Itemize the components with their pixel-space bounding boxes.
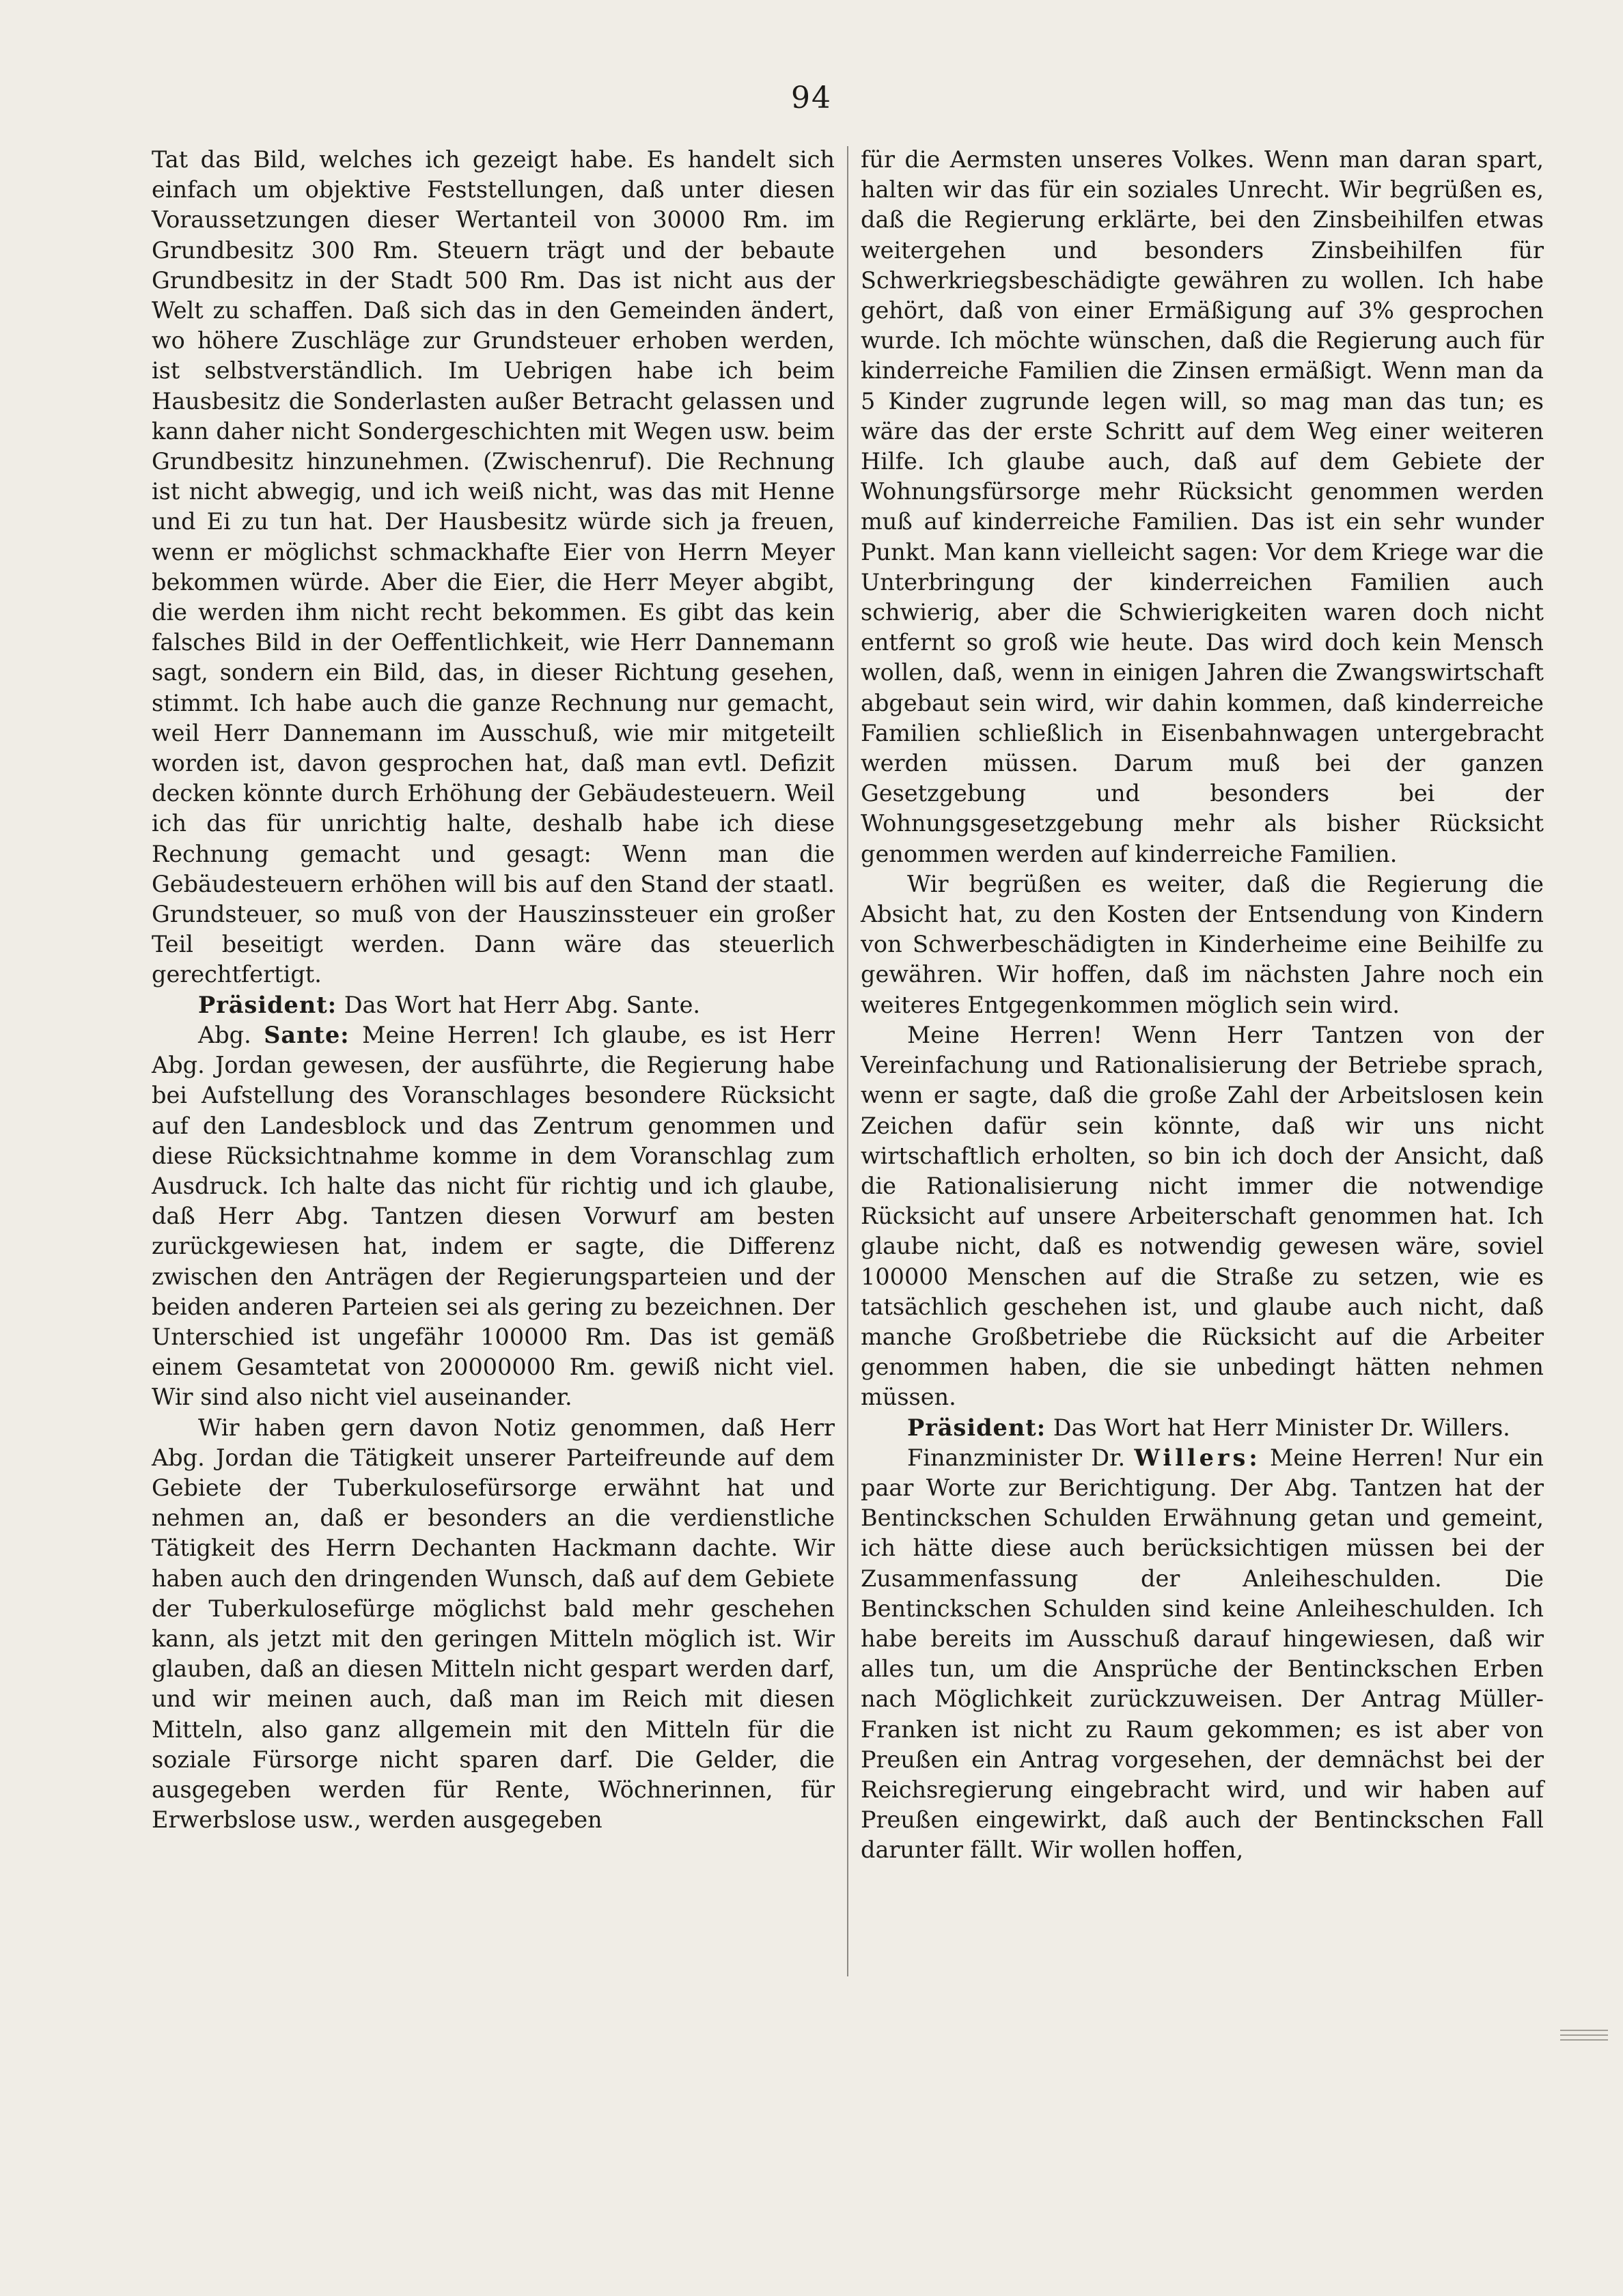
speaker-prefix-2: Finanzminister Dr. [907, 1444, 1135, 1471]
column-divider [847, 146, 848, 1976]
speaker-prefix: Abg. [198, 1021, 264, 1048]
scan-artifact [1560, 2030, 1608, 2045]
right-paragraph-1: für die Aermsten unseres Volkes. Wenn man daran spart, halten wir das für ein soziales Unrecht. Wir begrüßen es, daß die Regierung erklärte, bei den Zinsbeihilfen etwas weitergehen und besonders Zinsbeihilfen für Schwerkriegsbeschädigte gewähren zu wollen. Ich habe gehört, daß von einer Ermäßigung auf 3% gesprochen wurde. Ich möchte wünschen, daß die Regierung auch für kinderreiche Familien die Zinsen ermäßigt. Wenn man da 5 Kinder zugrunde legen will, so mag man das tun; es wäre das der erste Schritt auf dem Weg einer weiteren Hilfe. Ich glaube auch, daß auf dem Gebiete der Wohnungsfürsorge mehr Rücksicht genommen werden muß auf kinderreiche Familien. Das ist ein sehr wunder Punkt. Man kann vielleicht sagen: Vor dem Kriege war die Unterbringung der kinderreichen Familien auch schwierig, aber die Schwierigkeiten waren doch nicht entfernt so groß wie heute. Das wird doch kein Mensch wollen, daß, wenn in einigen Jahren die Zwangswirtschaft abgebaut sein wird, wir dahin kommen, daß kinderreiche Familien schließlich in Eisenbahnwagen untergebracht werden müssen. Darum muß bei der ganzen Gesetzgebung und besonders bei der Wohnungsgesetzgebung mehr als bisher Rücksicht genommen werden auf kinderreiche Familien. [861, 146, 1544, 867]
right-paragraph-president [861, 1413, 1544, 1443]
right-paragraph-3: Meine Herren! Wenn Herr Tantzen von der Vereinfachung und Rationalisierung der Betriebe sprach, wenn er sagte, daß die große Zahl der Arbeitslosen kein Zeichen dafür sein könnte, daß wir uns nicht wirtschaftlich erholten, so bin ich doch der Ansicht, daß die Rationalisierung nicht immer die notwendige Rücksicht auf unsere Arbeiterschaft genommen hat. Ich glaube nicht, daß es notwendig gewesen wäre, soviel 100000 Menschen auf die Straße zu setzen, wie es tatsächlich geschehen ist, und glaube auch nicht, daß manche Großbetriebe die Rücksicht auf die Arbeiter genommen haben, die sie unbedingt hätten nehmen müssen. [861, 1021, 1544, 1411]
right-column [861, 145, 1544, 1866]
willers-statement: Meine Herren! Nur ein paar Worte zur Berichtigung. Der Abg. Tantzen hat der Bentinckschen Schulden Erwähnung getan und gemeint, ich hätte diese auch berücksichtigen müssen bei der Zusammenfassung der Anleiheschulden. Die Bentinckschen Schulden sind keine Anleiheschulden. Ich habe bereits im Ausschuß darauf hingewiesen, daß wir alles tun, um die Ansprüche der Bentinckschen Erben nach Möglichkeit zurückzuweisen. Der Antrag Müller-Franken ist nicht zu Raum gekommen; es ist aber von Preußen ein Antrag vorgesehen, der demnächst bei der Reichsregierung eingebracht wird, und wir haben auf Preußen eingewirkt, daß auch der Bentinckschen Fall darunter fällt. Wir wollen hoffen, [861, 1444, 1544, 1864]
right-paragraph-willers [861, 1443, 1544, 1866]
speaker-willers: Willers: [1134, 1444, 1261, 1471]
left-paragraph-4: Wir haben gern davon Notiz genommen, daß Herr Abg. Jordan die Tätigkeit unserer Parteifreunde auf dem Gebiete der Tuberkulosefürsorge erwähnt hat und nehmen an, daß er besonders an die verdienstliche Tätigkeit des Herrn Dechanten Hackmann dachte. Wir haben auch den dringenden Wunsch, daß auf dem Gebiete der Tuberkulosefürge möglichst bald mehr geschehen kann, als jetzt mit den geringen Mitteln möglich ist. Wir glauben, daß an diesen Mitteln nicht gespart werden darf, und wir meinen auch, daß man im Reich mit diesen Mitteln, also ganz allgemein mit den Mitteln für die soziale Fürsorge nicht sparen darf. Die Gelder, die ausgegeben werden für Rente, Wöchnerinnen, für Erwerbslose usw., werden ausgegeben [152, 1414, 835, 1834]
left-paragraph-1: Tat das Bild, welches ich gezeigt habe. Es handelt sich einfach um objektive Feststellungen, daß unter diesen Voraussetzungen dieser Wertanteil von 30000 Rm. im Grundbesitz 300 Rm. Steuern trägt und der bebaute Grundbesitz in der Stadt 500 Rm. Das ist nicht aus der Welt zu schaffen. Daß sich das in den Gemeinden ändert, wo höhere Zuschläge zur Grundsteuer erhoben werden, ist selbstverständlich. Im Uebrigen habe ich beim Hausbesitz die Sonderlasten außer Betracht gelassen und kann daher nicht Sondergeschichten mit Wegen usw. beim Grundbesitz hinzunehmen. (Zwischenruf). Die Rechnung ist nicht abwegig, und ich weiß nicht, was das mit Henne und Ei zu tun hat. Der Hausbesitz würde sich ja freuen, wenn er möglichst schmackhafte Eier von Herrn Meyer bekommen würde. Aber die Eier, die Herr Meyer abgibt, die werden ihm nicht recht bekommen. Es gibt das kein falsches Bild in der Oeffentlichkeit, wie Herr Dannemann sagt, sondern ein Bild, das, in dieser Richtung gesehen, stimmt. Ich habe auch die ganze Rechnung nur gemacht, weil Herr Dannemann im Ausschuß, wie mir mitgeteilt worden ist, davon gesprochen hat, daß man evtl. Defizit decken könnte durch Erhöhung der Gebäudesteuern. Weil ich das für unrichtig halte, deshalb habe ich diese Rechnung gemacht und gesagt: Wenn man die Gebäudesteuern erhöhen will bis auf den Stand der staatl. Grundsteuer, so muß von der Hauszinssteuer ein großer Teil beseitigt werden. Dann wäre das steuerlich gerechtfertigt. [152, 146, 835, 988]
left-column [152, 145, 835, 1835]
speaker-president: Präsident: [198, 991, 337, 1018]
sante-statement: Meine Herren! Ich glaube, es ist Herr Abg. Jordan gewesen, der ausführte, die Regierung habe bei Aufstellung des Voranschlages besondere Rücksicht auf den Landesblock und das Zentrum genommen und diese Rücksichtnahme komme in dem Voranschlag zum Ausdruck. Ich halte das nicht für richtig und ich glaube, daß Herr Abg. Tantzen diesen Vorwurf am besten zurückgewiesen hat, indem er sagte, die Differenz zwischen den Anträgen der Regierungsparteien und der beiden anderen Parteien sei als gering zu bezeichnen. Der Unterschied ist ungefähr 100000 Rm. Das ist gemäß einem Gesamtetat von 20000000 Rm. gewiß nicht viel. Wir sind also nicht viel auseinander. [152, 1021, 835, 1411]
left-paragraph-president [152, 990, 835, 1020]
page-number: 94 [791, 81, 832, 115]
president-statement-2: Das Wort hat Herr Minister Dr. Willers. [1046, 1414, 1510, 1441]
president-statement: Das Wort hat Herr Abg. Sante. [337, 991, 701, 1018]
speaker-sante: Sante: [264, 1021, 350, 1048]
right-paragraph-2: Wir begrüßen es weiter, daß die Regierung die Absicht hat, zu den Kosten der Entsendung von Kindern von Schwerbeschädigten in Kinderheime eine Beihilfe zu gewähren. Wir hoffen, daß im nächsten Jahre noch ein weiteres Entgegenkommen möglich sein wird. [861, 870, 1544, 1018]
left-paragraph-sante [152, 1020, 835, 1413]
speaker-president-2: Präsident: [907, 1414, 1046, 1441]
